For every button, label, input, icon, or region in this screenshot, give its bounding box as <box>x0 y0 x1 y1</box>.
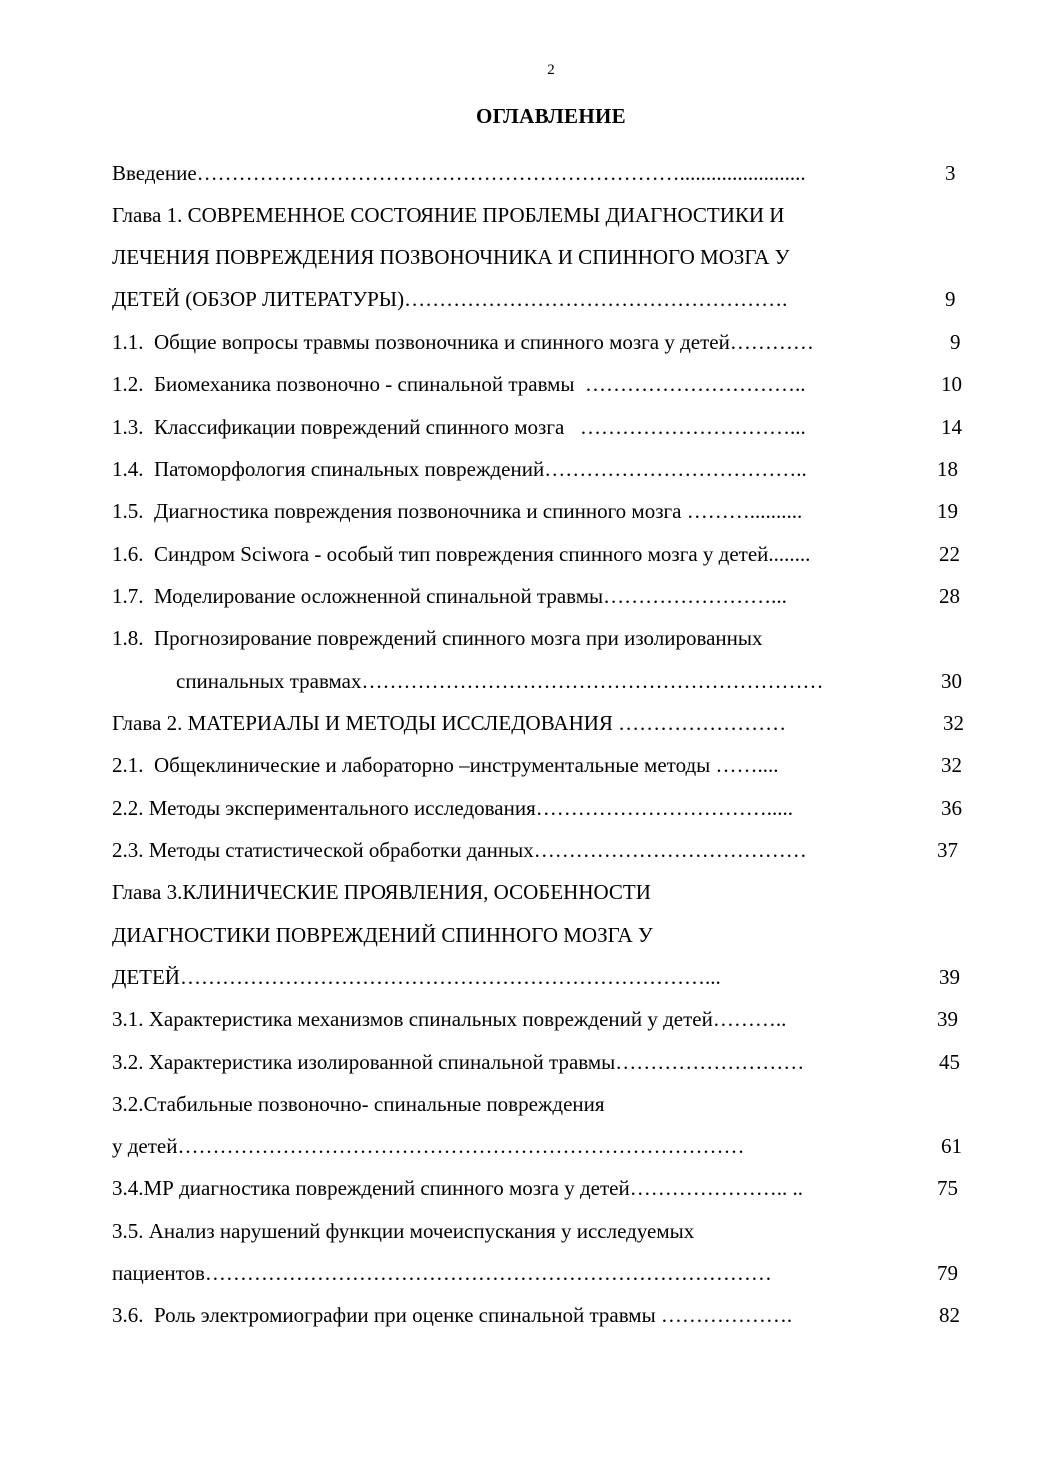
toc-line-1-4: 1.4. Патоморфология спинальных повреждений……………………………….. <box>112 457 807 481</box>
toc-line-2-3: 2.3. Методы статистической обработки данных………………………………… <box>112 838 807 862</box>
toc-line-1-3: 1.3. Классификации повреждений спинного мозга …………………………... <box>112 415 806 439</box>
toc-line-chapter1-b: ЛЕЧЕНИЯ ПОВРЕЖДЕНИЯ ПОЗВОНОЧНИКА И СПИННОГО МОЗГА У <box>112 245 790 269</box>
toc-page-2-3: 37 <box>937 838 958 862</box>
toc-line-3-5-a: 3.5. Анализ нарушений функции мочеиспускания у исследуемых <box>112 1219 695 1243</box>
toc-page-1-1: 9 <box>950 330 961 354</box>
toc-line-intro: Введение……………………………………………………………........................ <box>112 161 806 185</box>
toc-page-3-4: 75 <box>937 1176 958 1200</box>
toc-line-2-1: 2.1. Общеклинические и лабораторно –инструментальные методы …….... <box>112 753 779 777</box>
toc-page-1-5: 19 <box>937 499 958 523</box>
toc-page-2-1: 32 <box>941 753 962 777</box>
toc-line-3-5-b: пациентов……………………………………………………………………… <box>112 1261 772 1285</box>
toc-line-chapter1-c: ДЕТЕЙ (ОБЗОР ЛИТЕРАТУРЫ)………………………………………………. <box>112 287 788 311</box>
toc-page-1-3: 14 <box>941 415 962 439</box>
toc-line-1-8-a: 1.8. Прогнозирование повреждений спинного мозга при изолированных <box>112 626 763 650</box>
toc-page-3-2: 45 <box>939 1050 960 1074</box>
toc-page-1-2: 10 <box>941 372 962 396</box>
toc-line-chapter3-a: Глава 3.КЛИНИЧЕСКИЕ ПРОЯВЛЕНИЯ, ОСОБЕННОСТИ <box>112 880 651 904</box>
toc-line-2-2: 2.2. Методы экспериментального исследования……………………………..... <box>112 796 793 820</box>
page-number: 2 <box>547 62 555 78</box>
toc-page-1-4: 18 <box>937 457 958 481</box>
toc-page-chapter3: 39 <box>939 965 960 989</box>
toc-page-2-2: 36 <box>941 796 962 820</box>
toc-line-1-8-b: спинальных травмах………………………………………………………… <box>176 669 824 693</box>
toc-line-3-1: 3.1. Характеристика механизмов спинальных повреждений у детей……….. <box>112 1007 787 1031</box>
toc-line-1-1: 1.1. Общие вопросы травмы позвоночника и спинного мозга у детей………… <box>112 330 814 354</box>
toc-line-1-2: 1.2. Биомеханика позвоночно - спинальной травмы ………………………….. <box>112 372 806 396</box>
toc-line-1-5: 1.5. Диагностика повреждения позвоночника и спинного мозга ……….......... <box>112 499 803 523</box>
toc-page-chapter2: 32 <box>943 711 964 735</box>
toc-page-chapter1: 9 <box>945 287 956 311</box>
toc-line-3-3-a: 3.2.Стабильные позвоночно- спинальные повреждения <box>112 1092 605 1116</box>
toc-line-3-2: 3.2. Характеристика изолированной спинальной травмы……………………… <box>112 1050 805 1074</box>
toc-line-1-7: 1.7. Моделирование осложненной спинальной травмы……………………... <box>112 584 787 608</box>
toc-line-chapter3-b: ДИАГНОСТИКИ ПОВРЕЖДЕНИЙ СПИННОГО МОЗГА У <box>112 923 653 947</box>
toc-line-chapter3-c: ДЕТЕЙ…………………………………………………………………... <box>112 965 721 989</box>
toc-page-1-8: 30 <box>941 669 962 693</box>
toc-page-3-3: 61 <box>941 1134 962 1158</box>
toc-page-1-6: 22 <box>939 542 960 566</box>
toc-line-3-6: 3.6. Роль электромиографии при оценке спинальной травмы ………………. <box>112 1303 793 1327</box>
toc-line-3-4: 3.4.МР диагностика повреждений спинного мозга у детей………………….. .. <box>112 1176 803 1200</box>
toc-page-3-1: 39 <box>937 1007 958 1031</box>
toc-page-3-6: 82 <box>939 1303 960 1327</box>
toc-line-1-6: 1.6. Синдром Sciwora - особый тип повреждения спинного мозга у детей........ <box>112 542 811 566</box>
toc-line-chapter2: Глава 2. МАТЕРИАЛЫ И МЕТОДЫ ИССЛЕДОВАНИЯ …………………… <box>112 711 787 735</box>
toc-line-chapter1-a: Глава 1. СОВРЕМЕННОЕ СОСТОЯНИЕ ПРОБЛЕМЫ ДИАГНОСТИКИ И <box>112 203 785 227</box>
toc-page-3-5: 79 <box>937 1261 958 1285</box>
toc-page-intro: 3 <box>945 161 956 185</box>
toc-line-3-3-b: у детей……………………………………………………………………… <box>112 1134 745 1158</box>
toc-heading: ОГЛАВЛЕНИЕ <box>476 104 626 128</box>
toc-page-1-7: 28 <box>939 584 960 608</box>
